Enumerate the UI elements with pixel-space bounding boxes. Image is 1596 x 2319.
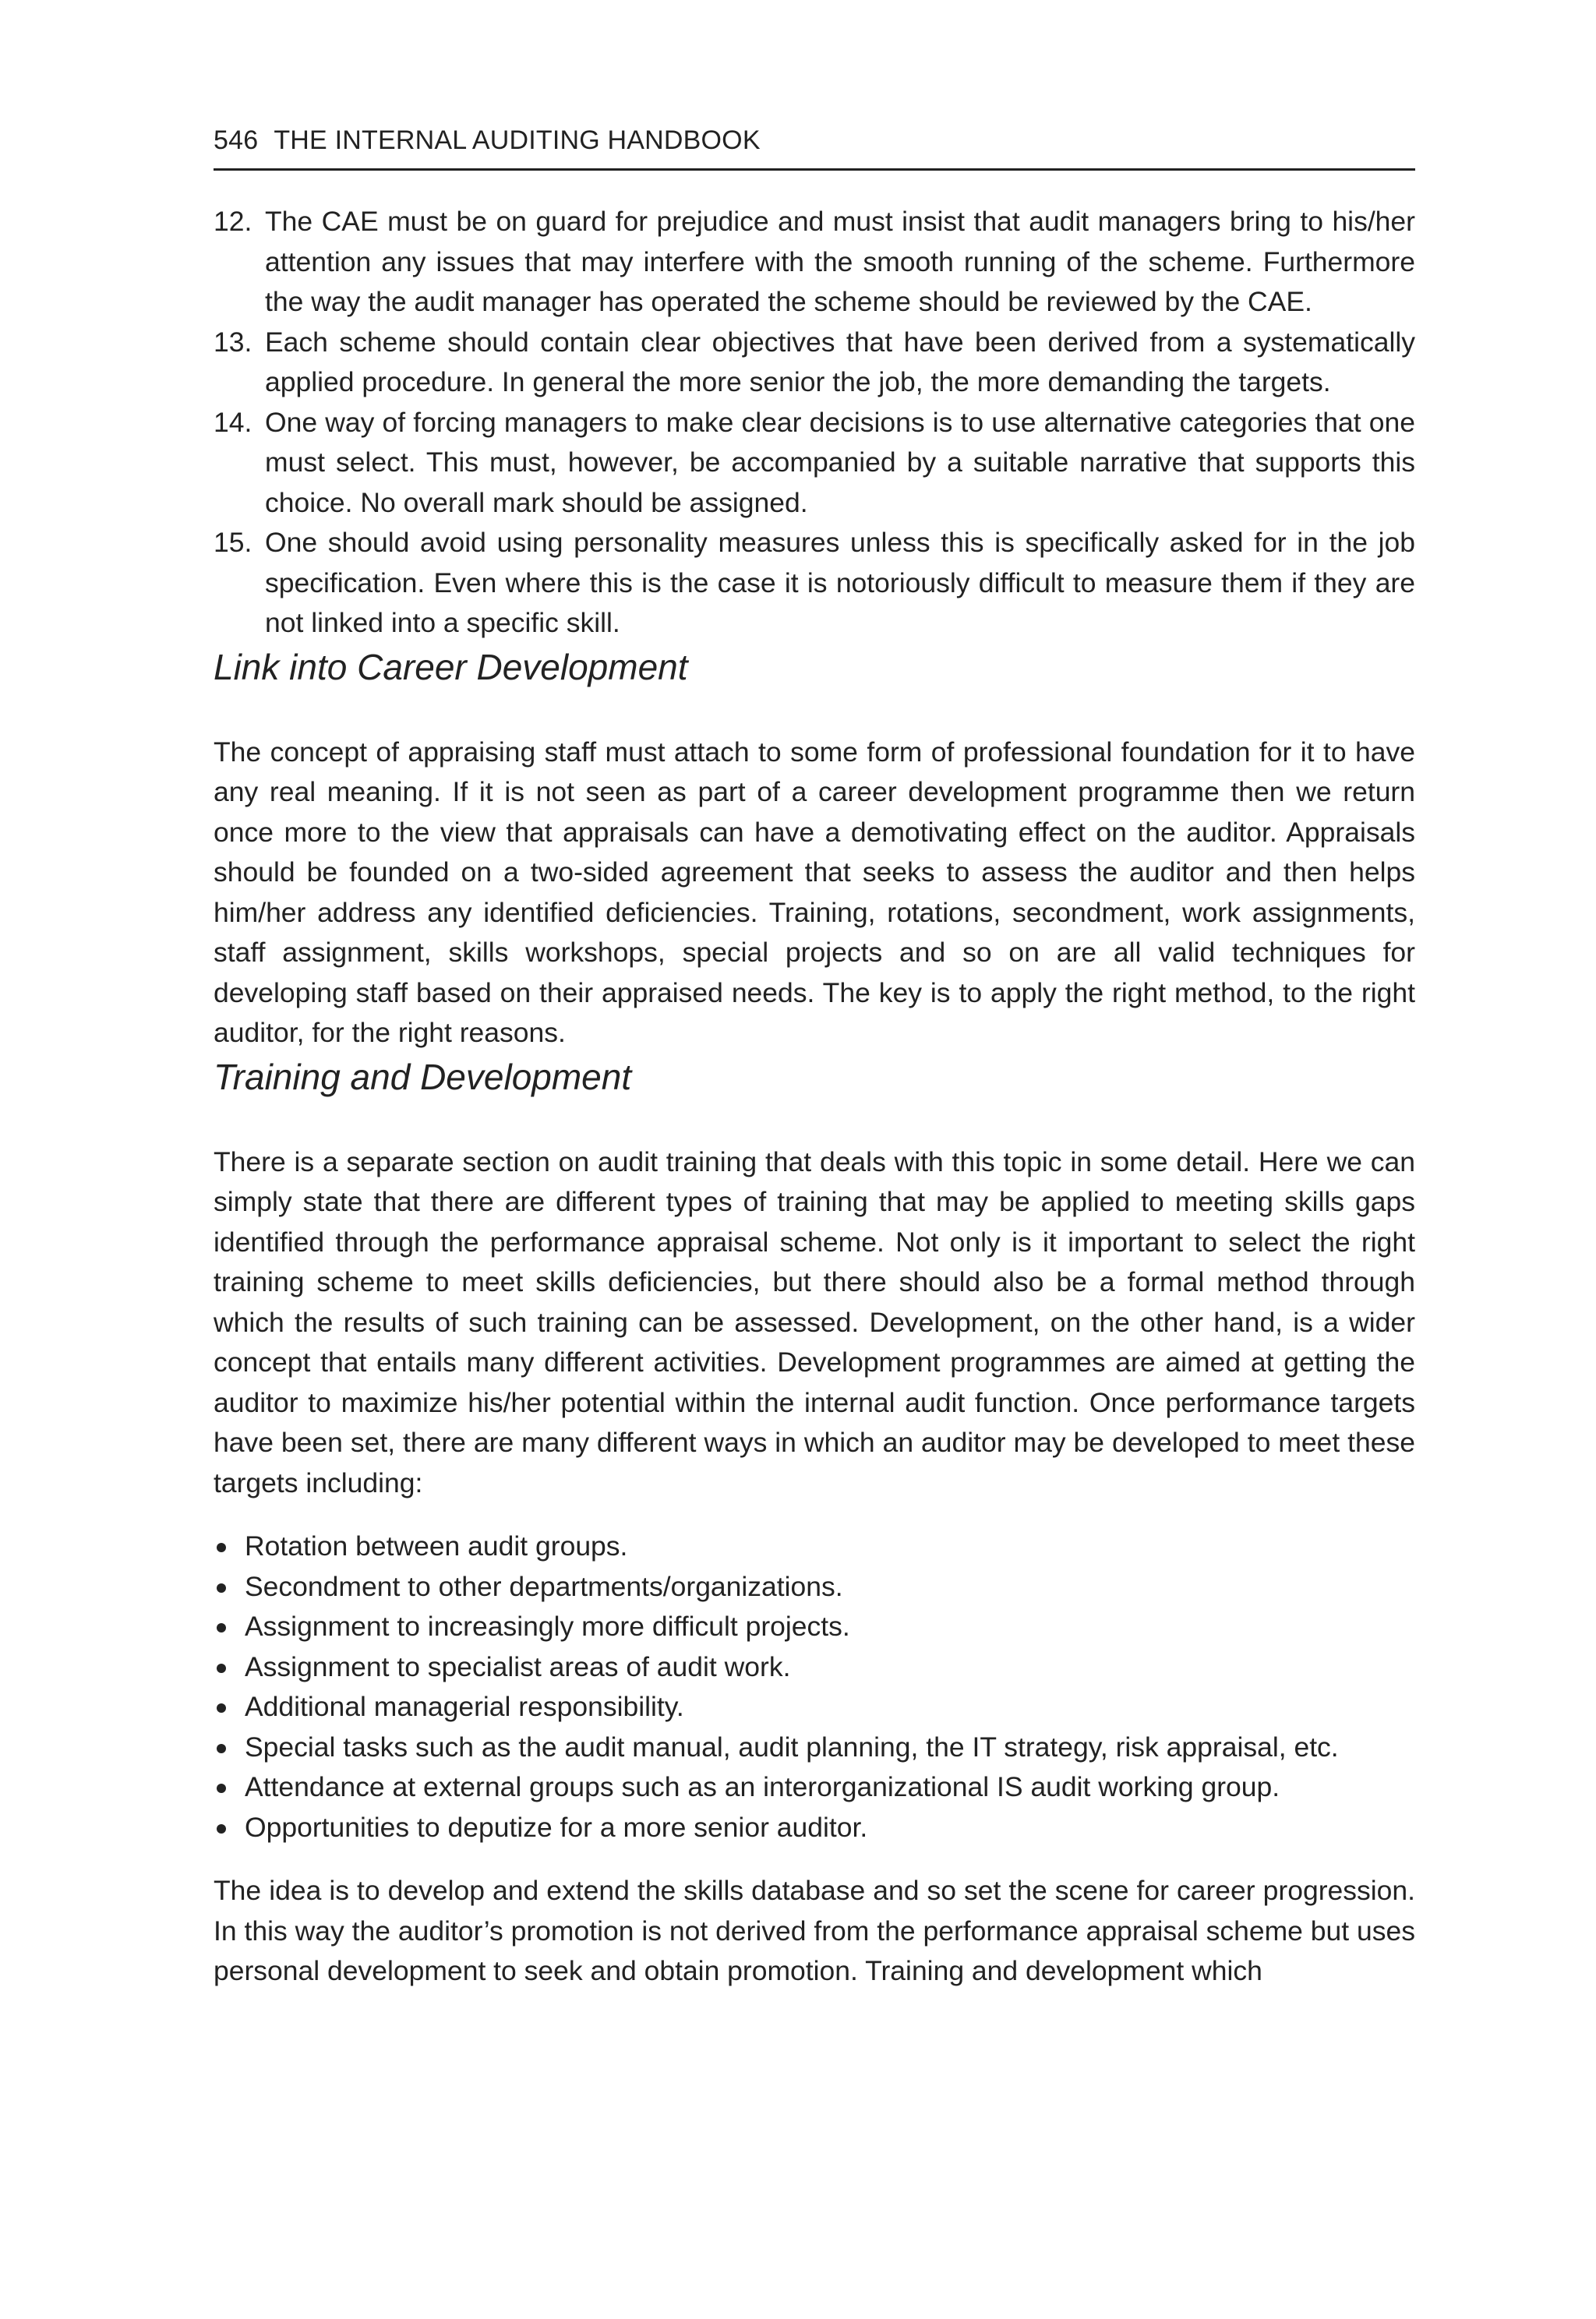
bullet-icon bbox=[217, 1583, 226, 1593]
list-item-number: 13. bbox=[214, 326, 252, 358]
bullet-text: Opportunities to deputize for a more senior auditor. bbox=[245, 1811, 868, 1843]
career-development-paragraph: The concept of appraising staff must attach to some form of professional foundation for it to have any real meaning. If it is not seen as part of a career development programme then we return once more to the view that appraisals can have a demotivating effect on the auditor. Appraisals should be founded on a two-sided agreement that seeks to assess the auditor and then helps him/her address any identified deficiencies. Training, rotations, secondment, work assignments, staff assignment, skills workshops, special projects and so on are all valid techniques for developing staff based on their appraised needs. The key is to apply the right method, to the right auditor, for the right reasons. bbox=[214, 736, 1415, 1048]
bullet-icon bbox=[217, 1664, 226, 1673]
numbered-list bbox=[214, 202, 1415, 644]
bullet-icon bbox=[217, 1623, 226, 1632]
bullet-text: Attendance at external groups such as an interorganizational IS audit working group. bbox=[245, 1771, 1280, 1802]
list-item bbox=[214, 523, 1415, 644]
bullet-item bbox=[214, 1767, 1415, 1808]
book-page bbox=[214, 117, 1415, 1992]
running-head-title: THE INTERNAL AUDITING HANDBOOK bbox=[274, 125, 761, 155]
bullet-item bbox=[214, 1567, 1415, 1608]
running-head bbox=[214, 117, 1415, 171]
bullet-item bbox=[214, 1728, 1415, 1768]
list-item-number: 15. bbox=[214, 527, 252, 558]
bullet-item bbox=[214, 1687, 1415, 1728]
bullet-item bbox=[214, 1647, 1415, 1688]
bullet-text: Assignment to increasingly more difficult projects. bbox=[245, 1611, 850, 1642]
page-number: 546 bbox=[214, 125, 259, 155]
list-item bbox=[214, 403, 1415, 524]
bullet-icon bbox=[217, 1703, 226, 1713]
bullet-text: Assignment to specialist areas of audit work. bbox=[245, 1650, 791, 1682]
bullet-icon bbox=[217, 1744, 226, 1753]
bullet-text: Rotation between audit groups. bbox=[245, 1530, 628, 1562]
bullet-icon bbox=[217, 1543, 226, 1552]
bullet-item bbox=[214, 1527, 1415, 1567]
training-development-paragraph: There is a separate section on audit training that deals with this topic in some detail. Here we can simply state that there are different types of training that may be applied to meeting skills gaps identified through the performance appraisal scheme. Not only is it important to select the right training scheme to meet skills deficiencies, but there should also be a formal method through which the results of such training can be assessed. Development, on the other hand, is a wider concept that entails many different activities. Development programmes are aimed at getting the auditor to maximize his/her potential within the internal audit function. Once performance targets have been set, there are many different ways in which an auditor may be developed to meet these targets including: bbox=[214, 1145, 1415, 1498]
section-heading-career-development: Link into Career Development bbox=[214, 646, 688, 687]
list-item bbox=[214, 202, 1415, 323]
bullet-icon bbox=[217, 1784, 226, 1793]
list-item-text: The CAE must be on guard for prejudice and must insist that audit managers bring to his/her attention any issues that may interfere with the smooth running of the scheme. Furthermore the way the audit manager has operated the scheme should be reviewed by the CAE. bbox=[265, 206, 1415, 317]
section-heading-training-development: Training and Development bbox=[214, 1056, 632, 1097]
list-item bbox=[214, 323, 1415, 403]
bullet-text: Special tasks such as the audit manual, audit planning, the IT strategy, risk appraisal, etc. bbox=[245, 1731, 1339, 1763]
list-item-number: 14. bbox=[214, 406, 252, 438]
bullet-text: Secondment to other departments/organizations. bbox=[245, 1570, 843, 1602]
bullet-text: Additional managerial responsibility. bbox=[245, 1691, 684, 1722]
closing-paragraph: The idea is to develop and extend the skills database and so set the scene for career progression. In this way the auditor’s promotion is not derived from the performance appraisal scheme but uses personal development to seek and obtain promotion. Training and development which bbox=[214, 1875, 1415, 1986]
bullet-item bbox=[214, 1808, 1415, 1848]
list-item-number: 12. bbox=[214, 206, 252, 237]
bullet-item bbox=[214, 1607, 1415, 1647]
list-item-text: Each scheme should contain clear objectives that have been derived from a systematically applied procedure. In general the more senior the job, the more demanding the targets. bbox=[265, 326, 1415, 397]
bullet-icon bbox=[217, 1824, 226, 1834]
list-item-text: One way of forcing managers to make clear decisions is to use alternative categories that one must select. This must, however, be accompanied by a suitable narrative that supports this choice. No overall mark should be assigned. bbox=[265, 406, 1415, 518]
list-item-text: One should avoid using personality measures unless this is specifically asked for in the job specification. Even where this is the case it is notoriously difficult to measure them if they are not linked into a specific skill. bbox=[265, 527, 1415, 638]
development-methods-list bbox=[214, 1527, 1415, 1848]
